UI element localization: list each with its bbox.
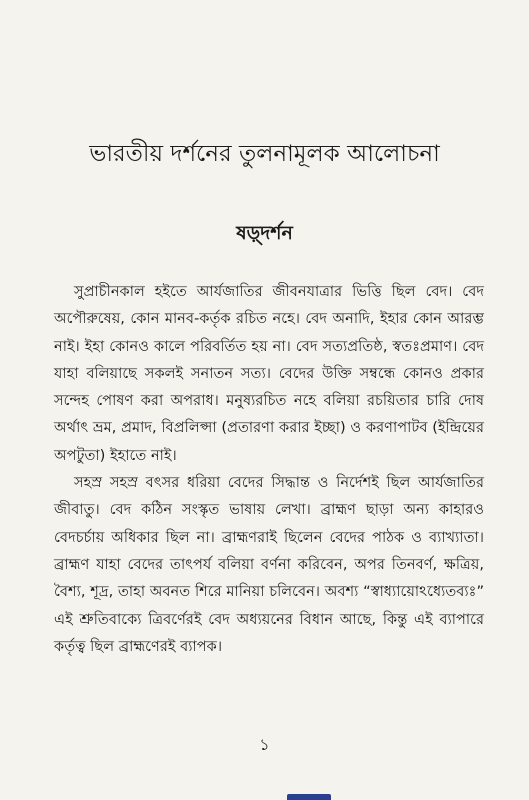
paragraph-2: সহস্র সহস্র বৎসর ধরিয়া বেদের সিদ্ধান্ত ও নির্দেশই ছিল আর্যজাতির জীবাতু। বেদ কঠিন সংস্কৃত ভাষায় লেখা। ব্রাহ্মণ ছাড়া অন্য কাহারও বেদচর্চায় অধিকার ছিল না। ব্রাহ্মণরাই ছিলেন বেদের পাঠক ও ব্যাখ্যাতা। ব্রাহ্মণ যাহা বেদের তাৎপর্য বলিয়া বর্ণনা করিবেন, অপর তিনবর্ণ, ক্ষত্রিয়, বৈশ্য, শূদ্র, তাহা অবনত শিরে মানিয়া চলিবেন। অবশ্য “স্বাধ্যায়োঽধ্যেতব্যঃ” এই শ্রুতিবাক্যে ত্রিবর্ণেরই বেদ অধ্যয়নের বিধান আছে, কিন্তু এই ব্যাপারে কর্তৃত্ব ছিল ব্রাহ্মণেরই ব্যাপক। [54, 474, 484, 655]
page-number: ১ [259, 735, 270, 754]
bottom-edge-mark [287, 794, 331, 800]
body-text [54, 278, 484, 660]
section-title: ষড়্দর্শন [236, 222, 293, 244]
chapter-title: ভারতীয় দর্শনের তুলনামূলক আলোচনা [89, 141, 440, 167]
paragraph-1: সুপ্রাচীনকাল হইতে আর্যজাতির জীবনযাত্রার ভিত্তি ছিল বেদ। বেদ অপৌরুষেয়, কোন মানব-কর্তৃক রচিত নহে। বেদ অনাদি, ইহার কোন আরম্ভ নাই। ইহা কোনও কালে পরিবর্তিত হয় না। বেদ সত্যপ্রতিষ্ঠ, স্বতঃপ্রমাণ। বেদ যাহা বলিয়াছে সকলই সনাতন সত্য। বেদের উক্তি সম্বন্ধে কোনও প্রকার সন্দেহ পোষণ করা অপরাধ। মনুষ্যরচিত নহে বলিয়া রচয়িতার চারি দোষ অর্থাৎ ভ্রম, প্রমাদ, বিপ্রলিপ্সা (প্রতারণা করার ইচ্ছা) ও করণাপাটব (ইন্দ্রিয়ের অপটুতা) ইহাতে নাই। [54, 283, 484, 464]
